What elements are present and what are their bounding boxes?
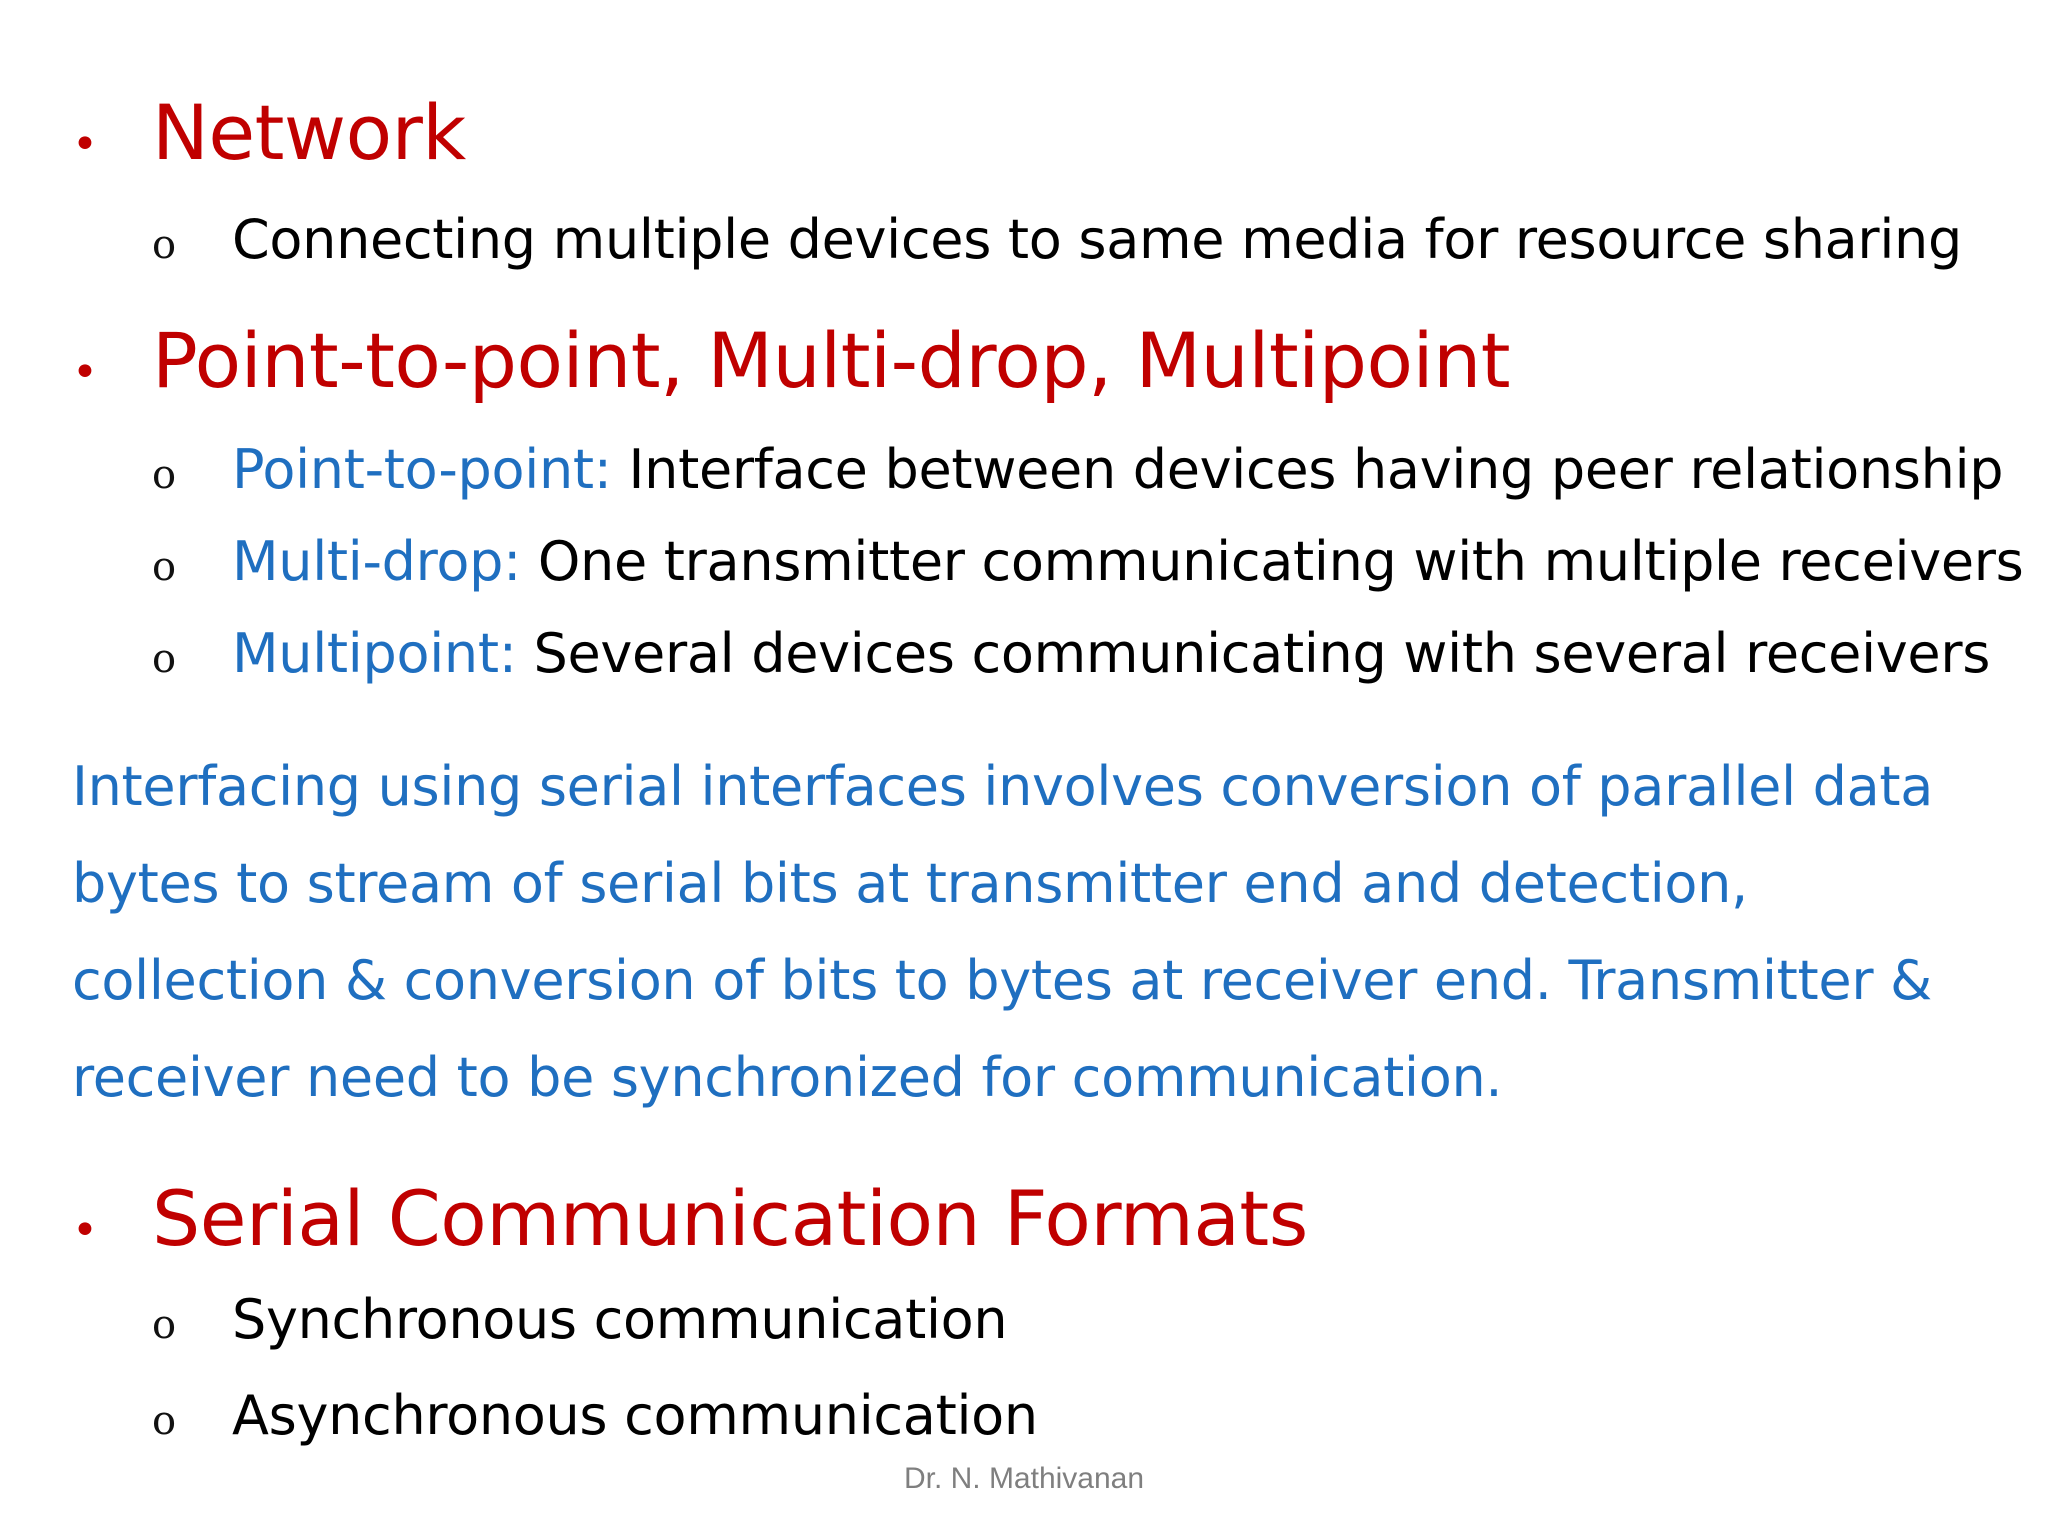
sub-item-text: Connecting multiple devices to same media for resource sharing [232, 208, 1962, 271]
definition-point-to-point: Interface between devices having peer relationship [611, 438, 2004, 501]
sub-marker: o [152, 1398, 177, 1444]
paragraph-line: receiver need to be synchronized for communication. [72, 1046, 1503, 1109]
bullet-topologies [72, 316, 1510, 405]
sub-item-synchronous [152, 1288, 1007, 1351]
footer-author: Dr. N. Mathivanan [903, 1462, 1145, 1495]
sub-item-point-to-point [152, 438, 2003, 501]
sub-item-text [232, 530, 2024, 593]
sub-item-asynchronous [152, 1384, 1038, 1447]
heading-topologies: Point-to-point, Multi-drop, Multipoint [152, 316, 1511, 405]
explanation-paragraph [72, 738, 1992, 1126]
bullet-formats [72, 1174, 1308, 1263]
paragraph-line: Interfacing using serial interfaces involves conversion of parallel data [72, 755, 1934, 818]
bullet-marker: • [72, 1205, 98, 1256]
sub-item-text: Asynchronous communication [232, 1384, 1038, 1447]
sub-item-multipoint [152, 622, 1990, 685]
sub-item-text [232, 438, 2003, 501]
sub-marker: o [152, 222, 177, 268]
sub-item-text: Synchronous communication [232, 1288, 1008, 1351]
definition-multipoint: Several devices communicating with several receivers [516, 622, 1991, 685]
sub-marker: o [152, 452, 177, 498]
sub-item-text [232, 622, 1990, 685]
bullet-network [72, 88, 466, 177]
term-multipoint: Multipoint: [232, 622, 517, 685]
definition-multi-drop: One transmitter communicating with multiple receivers [520, 530, 2024, 593]
paragraph-line: bytes to stream of serial bits at transmitter end and detection, [72, 852, 1748, 915]
sub-item-network-definition [152, 208, 1962, 271]
term-multi-drop: Multi-drop: [232, 530, 521, 593]
sub-marker: o [152, 1302, 177, 1348]
heading-network: Network [152, 88, 466, 177]
sub-item-multi-drop [152, 530, 2024, 593]
bullet-marker: • [72, 119, 98, 170]
term-point-to-point: Point-to-point: [232, 438, 612, 501]
sub-marker: o [152, 636, 177, 682]
bullet-marker: • [72, 347, 98, 398]
heading-formats: Serial Communication Formats [152, 1174, 1308, 1263]
paragraph-line: collection & conversion of bits to bytes at receiver end. Transmitter & [72, 949, 1932, 1012]
sub-marker: o [152, 544, 177, 590]
